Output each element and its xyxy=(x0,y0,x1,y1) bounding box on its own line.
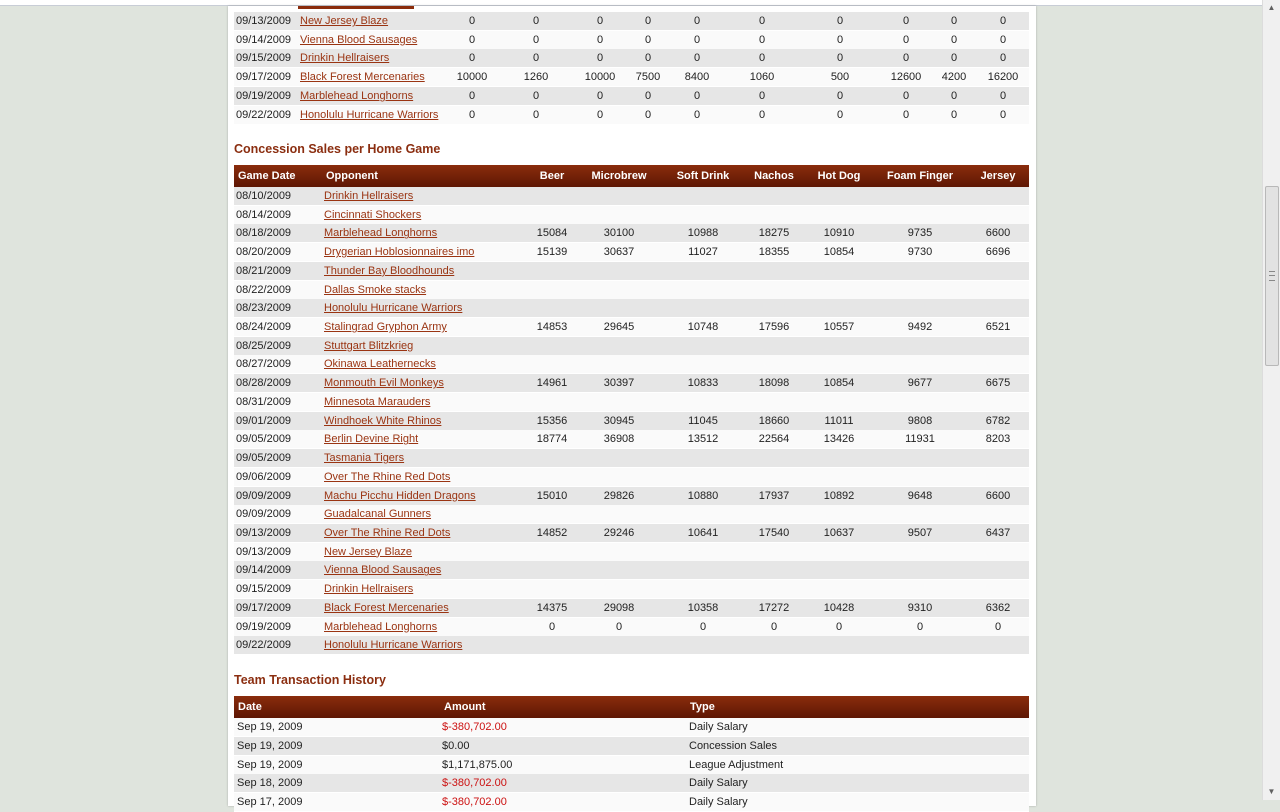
opponent-link[interactable]: New Jersey Blaze xyxy=(300,15,389,27)
column-header[interactable]: Foam Finger xyxy=(886,170,953,182)
stat-value: 0 xyxy=(758,33,766,46)
stat-value: 0 xyxy=(532,89,540,102)
game-date: 09/15/2009 xyxy=(236,52,292,65)
concession-row xyxy=(234,468,1029,487)
concession-row xyxy=(234,318,1029,337)
sales-value: 6600 xyxy=(985,489,1011,502)
opponent-link[interactable]: Guadalcanal Gunners xyxy=(324,508,432,521)
stat-value: 1060 xyxy=(749,71,775,84)
opponent-link[interactable]: Honolulu Hurricane Warriors xyxy=(324,639,463,652)
transaction-row xyxy=(234,737,1029,756)
stat-value: 7500 xyxy=(635,71,661,84)
sales-value: 6362 xyxy=(985,601,1011,614)
concession-row xyxy=(234,281,1029,300)
sales-value: 9648 xyxy=(907,489,933,502)
concession-row xyxy=(234,412,1029,431)
stat-value: 0 xyxy=(596,52,604,65)
stat-value: 0 xyxy=(693,52,701,65)
sales-value: 10641 xyxy=(687,526,719,539)
opponent-link[interactable]: Black Forest Mercenaries xyxy=(300,71,425,84)
sales-value: 10557 xyxy=(823,321,855,334)
sales-value: 10637 xyxy=(823,526,855,539)
sales-value: 9310 xyxy=(907,601,933,614)
stat-value: 0 xyxy=(950,33,958,46)
game-date: 08/24/2009 xyxy=(236,321,292,334)
transaction-date: Sep 17, 2009 xyxy=(237,796,303,809)
sales-value: 10892 xyxy=(823,489,855,502)
stat-value: 0 xyxy=(532,108,540,121)
sales-value: 29246 xyxy=(603,526,635,539)
stat-value: 0 xyxy=(644,108,652,121)
opponent-link[interactable]: Over The Rhine Red Dots xyxy=(324,526,451,539)
transaction-amount: $0.00 xyxy=(442,739,470,752)
transaction-row xyxy=(234,756,1029,775)
opponent-link[interactable]: Drinkin Hellraisers xyxy=(324,583,414,596)
stat-value: 0 xyxy=(836,52,844,65)
opponent-link[interactable]: Stuttgart Blitzkrieg xyxy=(324,339,414,352)
stat-value: 0 xyxy=(596,89,604,102)
sales-value: 30397 xyxy=(603,377,635,390)
transaction-amount: $1,171,875.00 xyxy=(442,758,513,771)
game-date: 09/17/2009 xyxy=(236,71,292,84)
sales-value: 6782 xyxy=(985,414,1011,427)
transaction-date: Sep 19, 2009 xyxy=(237,739,303,752)
transaction-type: Daily Salary xyxy=(689,777,748,790)
stat-value: 500 xyxy=(830,71,850,84)
concession-row xyxy=(234,580,1029,599)
game-date: 08/20/2009 xyxy=(236,246,292,259)
stat-value: 0 xyxy=(596,108,604,121)
game-date: 09/13/2009 xyxy=(236,15,292,27)
game-date: 08/10/2009 xyxy=(236,190,292,202)
opponent-link[interactable]: Drygerian Hoblosionnaires imo xyxy=(324,246,475,259)
salary-row xyxy=(234,49,1029,68)
salary-row xyxy=(234,31,1029,50)
opponent-link[interactable]: Black Forest Mercenaries xyxy=(324,601,449,614)
stat-value: 0 xyxy=(758,89,766,102)
stat-value: 0 xyxy=(902,52,910,65)
column-header[interactable]: Jersey xyxy=(980,170,1016,182)
stat-value: 0 xyxy=(902,15,910,27)
sales-value: 13426 xyxy=(823,433,855,446)
stat-value: 0 xyxy=(468,15,476,27)
opponent-link[interactable]: Machu Picchu Hidden Dragons xyxy=(324,489,476,502)
column-header[interactable]: Microbrew xyxy=(591,170,647,182)
sales-value: 29098 xyxy=(603,601,635,614)
sales-value: 17272 xyxy=(758,601,790,614)
sales-value: 18275 xyxy=(758,227,790,240)
transaction-row xyxy=(234,774,1029,793)
transaction-type: Daily Salary xyxy=(689,796,748,809)
sales-value: 6696 xyxy=(985,246,1011,259)
sales-value: 6600 xyxy=(985,227,1011,240)
opponent-link[interactable]: Marblehead Longhorns xyxy=(300,89,414,102)
stat-value: 4200 xyxy=(941,71,967,84)
game-date: 09/22/2009 xyxy=(236,639,292,652)
stat-value: 0 xyxy=(950,108,958,121)
stat-value: 0 xyxy=(758,15,766,27)
stat-value: 0 xyxy=(644,33,652,46)
sales-value: 8203 xyxy=(985,433,1011,446)
sales-value: 10910 xyxy=(823,227,855,240)
concession-row xyxy=(234,206,1029,225)
grip-icon xyxy=(1269,271,1275,281)
sales-value: 10428 xyxy=(823,601,855,614)
sales-value: 29645 xyxy=(603,321,635,334)
sales-value: 9677 xyxy=(907,377,933,390)
opponent-link[interactable]: Vienna Blood Sausages xyxy=(300,33,418,46)
column-header[interactable]: Opponent xyxy=(326,170,378,182)
game-date: 09/15/2009 xyxy=(236,583,292,596)
stat-value: 0 xyxy=(999,108,1007,121)
stat-value: 0 xyxy=(532,52,540,65)
sales-value: 18355 xyxy=(758,246,790,259)
sales-value: 22564 xyxy=(758,433,790,446)
game-date: 09/13/2009 xyxy=(236,526,292,539)
game-date: 09/22/2009 xyxy=(236,108,292,121)
game-date: 09/17/2009 xyxy=(236,601,292,614)
stat-value: 8400 xyxy=(684,71,710,84)
sales-value: 15010 xyxy=(536,489,568,502)
scroll-down-icon[interactable]: ▼ xyxy=(1267,787,1276,796)
concession-row xyxy=(234,262,1029,281)
game-date: 09/05/2009 xyxy=(236,452,292,465)
sales-value: 17540 xyxy=(758,526,790,539)
sales-value: 13512 xyxy=(687,433,719,446)
stat-value: 0 xyxy=(596,15,604,27)
transaction-type: Daily Salary xyxy=(689,721,748,733)
transaction-row xyxy=(234,793,1029,812)
sales-value: 30945 xyxy=(603,414,635,427)
sales-value: 30100 xyxy=(603,227,635,240)
stat-value: 10000 xyxy=(584,71,616,84)
column-header[interactable]: Nachos xyxy=(754,170,794,182)
stat-value: 0 xyxy=(999,33,1007,46)
sales-value: 10358 xyxy=(687,601,719,614)
sales-value: 0 xyxy=(770,620,778,633)
opponent-link[interactable]: Honolulu Hurricane Warriors xyxy=(324,302,463,315)
transaction-date: Sep 19, 2009 xyxy=(237,758,303,771)
column-header[interactable]: Hot Dog xyxy=(817,170,861,182)
concession-table-header xyxy=(234,165,1029,187)
sales-value: 10854 xyxy=(823,377,855,390)
sales-value: 15356 xyxy=(536,414,568,427)
concession-row xyxy=(234,393,1029,412)
transaction-date: Sep 19, 2009 xyxy=(237,721,303,733)
concession-row xyxy=(234,543,1029,562)
stat-value: 0 xyxy=(468,52,476,65)
concession-row xyxy=(234,599,1029,618)
game-date: 08/21/2009 xyxy=(236,264,292,277)
scroll-up-icon[interactable]: ▲ xyxy=(1267,3,1276,12)
opponent-link[interactable]: Dallas Smoke stacks xyxy=(324,283,427,296)
game-date: 09/01/2009 xyxy=(236,414,292,427)
sales-value: 0 xyxy=(835,620,843,633)
stat-value: 0 xyxy=(693,89,701,102)
concession-row xyxy=(234,618,1029,637)
game-date: 09/06/2009 xyxy=(236,470,292,483)
salary-row xyxy=(234,68,1029,87)
opponent-link[interactable]: New Jersey Blaze xyxy=(324,545,413,558)
stat-value: 0 xyxy=(596,33,604,46)
opponent-link[interactable]: Minnesota Marauders xyxy=(324,395,431,408)
opponent-link[interactable]: Drinkin Hellraisers xyxy=(324,190,414,202)
stat-value: 0 xyxy=(836,89,844,102)
concession-row xyxy=(234,505,1029,524)
transaction-type: League Adjustment xyxy=(689,758,784,771)
stat-value: 0 xyxy=(468,108,476,121)
sales-value: 29826 xyxy=(603,489,635,502)
vertical-scrollbar[interactable] xyxy=(1262,0,1280,800)
sales-value: 9735 xyxy=(907,227,933,240)
transaction-table-header xyxy=(234,696,1029,718)
stat-value: 0 xyxy=(999,52,1007,65)
concession-row xyxy=(234,337,1029,356)
stat-value: 0 xyxy=(950,52,958,65)
sales-value: 14852 xyxy=(536,526,568,539)
stat-value: 0 xyxy=(532,15,540,27)
concession-row xyxy=(234,636,1029,655)
concession-row xyxy=(234,299,1029,318)
sales-value: 0 xyxy=(994,620,1002,633)
game-date: 09/09/2009 xyxy=(236,489,292,502)
transaction-date: Sep 18, 2009 xyxy=(237,777,303,790)
column-header[interactable]: Beer xyxy=(539,170,565,182)
game-date: 09/19/2009 xyxy=(236,620,292,633)
salary-row xyxy=(234,12,1029,31)
sales-value: 10854 xyxy=(823,246,855,259)
stat-value: 0 xyxy=(950,89,958,102)
sales-value: 9507 xyxy=(907,526,933,539)
stat-value: 0 xyxy=(902,108,910,121)
transaction-section-title: Team Transaction History xyxy=(234,673,386,687)
stat-value: 0 xyxy=(693,108,701,121)
stat-value: 16200 xyxy=(987,71,1019,84)
game-date: 09/19/2009 xyxy=(236,89,292,102)
opponent-link[interactable]: Stalingrad Gryphon Army xyxy=(324,321,447,334)
stat-value: 0 xyxy=(532,33,540,46)
opponent-link[interactable]: Marblehead Longhorns xyxy=(324,227,438,240)
game-date: 08/14/2009 xyxy=(236,208,292,221)
sales-value: 6437 xyxy=(985,526,1011,539)
transaction-amount: $-380,702.00 xyxy=(442,777,507,790)
stat-value: 0 xyxy=(693,15,701,27)
column-header[interactable]: Soft Drink xyxy=(676,170,730,182)
opponent-link[interactable]: Cincinnati Shockers xyxy=(324,208,422,221)
opponent-link[interactable]: Tasmania Tigers xyxy=(324,452,405,465)
transaction-type: Concession Sales xyxy=(689,739,778,752)
game-date: 09/13/2009 xyxy=(236,545,292,558)
stat-value: 0 xyxy=(999,15,1007,27)
stat-value: 10000 xyxy=(456,71,488,84)
sales-value: 18774 xyxy=(536,433,568,446)
column-header[interactable]: Date xyxy=(238,701,262,713)
opponent-link[interactable]: Thunder Bay Bloodhounds xyxy=(324,264,455,277)
game-date: 08/22/2009 xyxy=(236,283,292,296)
concession-row xyxy=(234,449,1029,468)
salary-row xyxy=(234,106,1029,125)
stat-value: 0 xyxy=(836,33,844,46)
concession-row xyxy=(234,487,1029,506)
stat-value: 0 xyxy=(950,15,958,27)
stat-value: 0 xyxy=(836,15,844,27)
stat-value: 1260 xyxy=(523,71,549,84)
sales-value: 9492 xyxy=(907,321,933,334)
page-container xyxy=(228,6,1036,809)
opponent-link[interactable]: Monmouth Evil Monkeys xyxy=(324,377,444,390)
opponent-link[interactable]: Berlin Devine Right xyxy=(324,433,419,446)
transaction-row xyxy=(234,718,1029,737)
sales-value: 11011 xyxy=(824,414,854,427)
salary-row xyxy=(234,87,1029,106)
concession-row xyxy=(234,187,1029,206)
game-date: 08/31/2009 xyxy=(236,395,292,408)
stat-value: 0 xyxy=(836,108,844,121)
concession-row xyxy=(234,524,1029,543)
sales-value: 9808 xyxy=(907,414,933,427)
sales-value: 36908 xyxy=(603,433,635,446)
opponent-link[interactable]: Okinawa Leathernecks xyxy=(324,358,436,371)
opponent-link[interactable]: Windhoek White Rhinos xyxy=(324,414,442,427)
sales-value: 15084 xyxy=(536,227,568,240)
sales-value: 0 xyxy=(699,620,707,633)
concession-row xyxy=(234,224,1029,243)
stat-value: 0 xyxy=(468,89,476,102)
stat-value: 0 xyxy=(644,15,652,27)
game-date: 08/28/2009 xyxy=(236,377,292,390)
sales-value: 18098 xyxy=(758,377,790,390)
stat-value: 0 xyxy=(644,89,652,102)
game-date: 08/27/2009 xyxy=(236,358,292,371)
scroll-thumb[interactable] xyxy=(1265,186,1279,366)
sales-value: 11027 xyxy=(688,246,718,259)
concession-row xyxy=(234,355,1029,374)
concession-row xyxy=(234,243,1029,262)
stat-value: 0 xyxy=(999,89,1007,102)
game-date: 09/14/2009 xyxy=(236,33,292,46)
stat-value: 0 xyxy=(468,33,476,46)
stat-value: 0 xyxy=(902,33,910,46)
sales-value: 11045 xyxy=(688,414,718,427)
column-header[interactable]: Type xyxy=(690,701,715,713)
transaction-amount: $-380,702.00 xyxy=(442,721,507,733)
game-date: 09/14/2009 xyxy=(236,564,292,577)
sales-value: 10748 xyxy=(687,321,719,334)
sales-value: 10988 xyxy=(687,227,719,240)
sales-value: 14853 xyxy=(536,321,568,334)
sales-value: 0 xyxy=(548,620,556,633)
game-date: 08/23/2009 xyxy=(236,302,292,315)
sales-value: 10833 xyxy=(687,377,719,390)
opponent-link[interactable]: Honolulu Hurricane Warriors xyxy=(300,108,439,121)
game-date: 09/05/2009 xyxy=(236,433,292,446)
sales-value: 0 xyxy=(615,620,623,633)
sales-value: 11931 xyxy=(905,433,935,446)
stat-value: 0 xyxy=(758,52,766,65)
stat-value: 0 xyxy=(902,89,910,102)
stat-value: 0 xyxy=(644,52,652,65)
sales-value: 9730 xyxy=(907,246,933,259)
sales-value: 0 xyxy=(916,620,924,633)
transaction-amount: $-380,702.00 xyxy=(442,796,507,809)
sales-value: 18660 xyxy=(758,414,790,427)
concession-row xyxy=(234,374,1029,393)
game-date: 08/25/2009 xyxy=(236,339,292,352)
concession-row xyxy=(234,430,1029,449)
column-header[interactable]: Amount xyxy=(444,701,486,713)
concession-row xyxy=(234,561,1029,580)
previous-table-header-edge xyxy=(298,6,414,9)
opponent-link[interactable]: Vienna Blood Sausages xyxy=(324,564,442,577)
sales-value: 17596 xyxy=(758,321,790,334)
opponent-link[interactable]: Over The Rhine Red Dots xyxy=(324,470,451,483)
sales-value: 30637 xyxy=(603,246,635,259)
sales-value: 15139 xyxy=(536,246,568,259)
sales-value: 6675 xyxy=(985,377,1011,390)
sales-value: 14375 xyxy=(536,601,568,614)
stat-value: 0 xyxy=(693,33,701,46)
sales-value: 17937 xyxy=(758,489,790,502)
stat-value: 12600 xyxy=(890,71,922,84)
sales-value: 10880 xyxy=(687,489,719,502)
sales-value: 6521 xyxy=(985,321,1011,334)
sales-value: 14961 xyxy=(536,377,568,390)
opponent-link[interactable]: Marblehead Longhorns xyxy=(324,620,438,633)
game-date: 08/18/2009 xyxy=(236,227,292,240)
column-header[interactable]: Game Date xyxy=(238,170,296,182)
game-date: 09/09/2009 xyxy=(236,508,292,521)
opponent-link[interactable]: Drinkin Hellraisers xyxy=(300,52,390,65)
stat-value: 0 xyxy=(758,108,766,121)
concession-section-title: Concession Sales per Home Game xyxy=(234,142,441,156)
